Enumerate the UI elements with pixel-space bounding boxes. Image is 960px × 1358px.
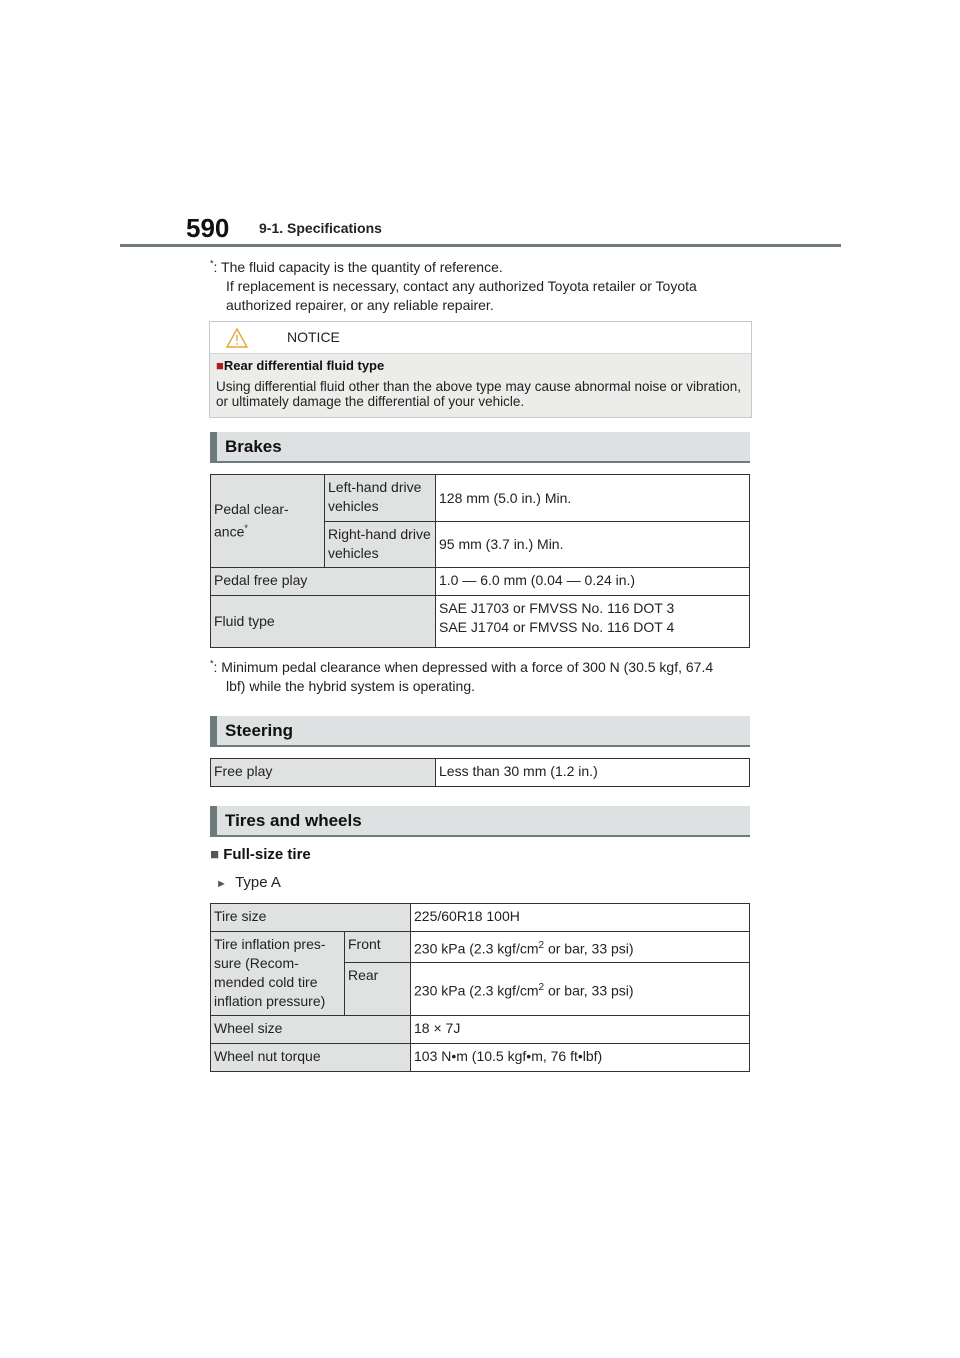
tires-table	[210, 903, 750, 1072]
rhd-value: 95 mm (3.7 in.) Min.	[436, 522, 750, 568]
brakes-heading-bar	[210, 432, 750, 463]
full-size-tire-text: Full-size tire	[223, 846, 311, 863]
full-size-tire-heading	[210, 846, 311, 863]
type-a-heading	[216, 874, 281, 891]
table-row	[211, 1016, 750, 1044]
note-line: If replacement is necessary, contact any authorized Toyota retailer or Toyota	[226, 277, 697, 294]
pedal-free-play-value: 1.0 — 6.0 mm (0.04 — 0.24 in.)	[436, 568, 750, 596]
square-bullet-icon: ■	[216, 358, 224, 373]
tire-size-label: Tire size	[211, 904, 411, 932]
table-row	[211, 475, 750, 522]
notice-label: NOTICE	[287, 329, 340, 345]
rear-pressure-value: 230 kPa (2.3 kgf/$cm^2$ or bar, 33 psi)	[411, 963, 750, 1016]
rhd-label: Right-hand drive vehicles	[325, 522, 436, 568]
steering-table	[210, 758, 750, 787]
note-line: : The fluid capacity is the quantity of reference.	[213, 258, 503, 275]
notice-text: Using differential fluid other than the above type may cause abnormal noise or vibration, or ultimately damage the differential of your vehicle.	[216, 379, 742, 409]
note-marker: *	[210, 658, 214, 668]
steering-free-play-value: Less than 30 mm (1.2 in.)	[436, 759, 750, 787]
notice-body	[210, 354, 751, 417]
tire-pressure-label: Tire inflation pres- sure (Recom- mended cold tire inflation pressure)	[211, 932, 345, 1016]
front-pressure-value: 230 kPa (2.3 kgf/$cm^2$ or bar, 33 psi)	[411, 932, 750, 963]
warning-triangle-icon	[226, 328, 248, 348]
notice-header	[210, 322, 751, 354]
steering-heading-bar	[210, 716, 750, 747]
wheel-size-value: 18 × 7J	[411, 1016, 750, 1044]
note-line: : Minimum pedal clearance when depressed with a force of 300 N (30.5 kgf, 67.4	[213, 658, 714, 675]
section-title: 9-1. Specifications	[259, 220, 382, 236]
header-divider	[120, 244, 841, 247]
wheel-nut-torque-label: Wheel nut torque	[211, 1044, 411, 1072]
notice-title	[216, 354, 745, 373]
notice-box	[209, 321, 752, 418]
type-a-text: Type A	[235, 874, 281, 891]
rear-label: Rear	[345, 963, 411, 1016]
pedal-free-play-label: Pedal free play	[211, 568, 436, 596]
pedal-clearance-note	[210, 654, 750, 696]
tires-heading: Tires and wheels	[225, 811, 362, 830]
wheel-size-label: Wheel size	[211, 1016, 411, 1044]
tires-heading-bar	[210, 806, 750, 837]
table-row	[211, 568, 750, 596]
page-number: 590	[186, 213, 230, 243]
brakes-table	[210, 474, 750, 648]
table-row	[211, 596, 750, 648]
fluid-capacity-note	[210, 254, 750, 315]
pedal-clearance-label: Pedal clear- ance*	[211, 475, 325, 568]
triangle-bullet-icon: ►	[216, 878, 227, 890]
steering-free-play-label: Free play	[211, 759, 436, 787]
fluid-type-value: SAE J1703 or FMVSS No. 116 DOT 3 SAE J1704 or FMVSS No. 116 DOT 4	[436, 596, 750, 648]
brakes-heading: Brakes	[225, 437, 282, 456]
steering-heading: Steering	[225, 721, 294, 740]
table-row	[211, 904, 750, 932]
lhd-label: Left-hand drive vehicles	[325, 475, 436, 522]
table-row	[211, 759, 750, 787]
tire-size-value: 225/60R18 100H	[411, 904, 750, 932]
notice-title-text: Rear differential fluid type	[223, 358, 385, 373]
wheel-nut-torque-value: 103 N•m (10.5 kgf•m, 76 ft•lbf)	[411, 1044, 750, 1072]
note-line: lbf) while the hybrid system is operating.	[226, 677, 475, 694]
table-row	[211, 932, 750, 963]
note-marker: *	[210, 258, 214, 268]
lhd-value: 128 mm (5.0 in.) Min.	[436, 475, 750, 522]
front-label: Front	[345, 932, 411, 963]
note-line: authorized repairer, or any reliable repairer.	[226, 296, 494, 313]
fluid-type-label: Fluid type	[211, 596, 436, 648]
square-bullet-icon: ■	[210, 846, 220, 863]
table-row	[211, 1044, 750, 1072]
